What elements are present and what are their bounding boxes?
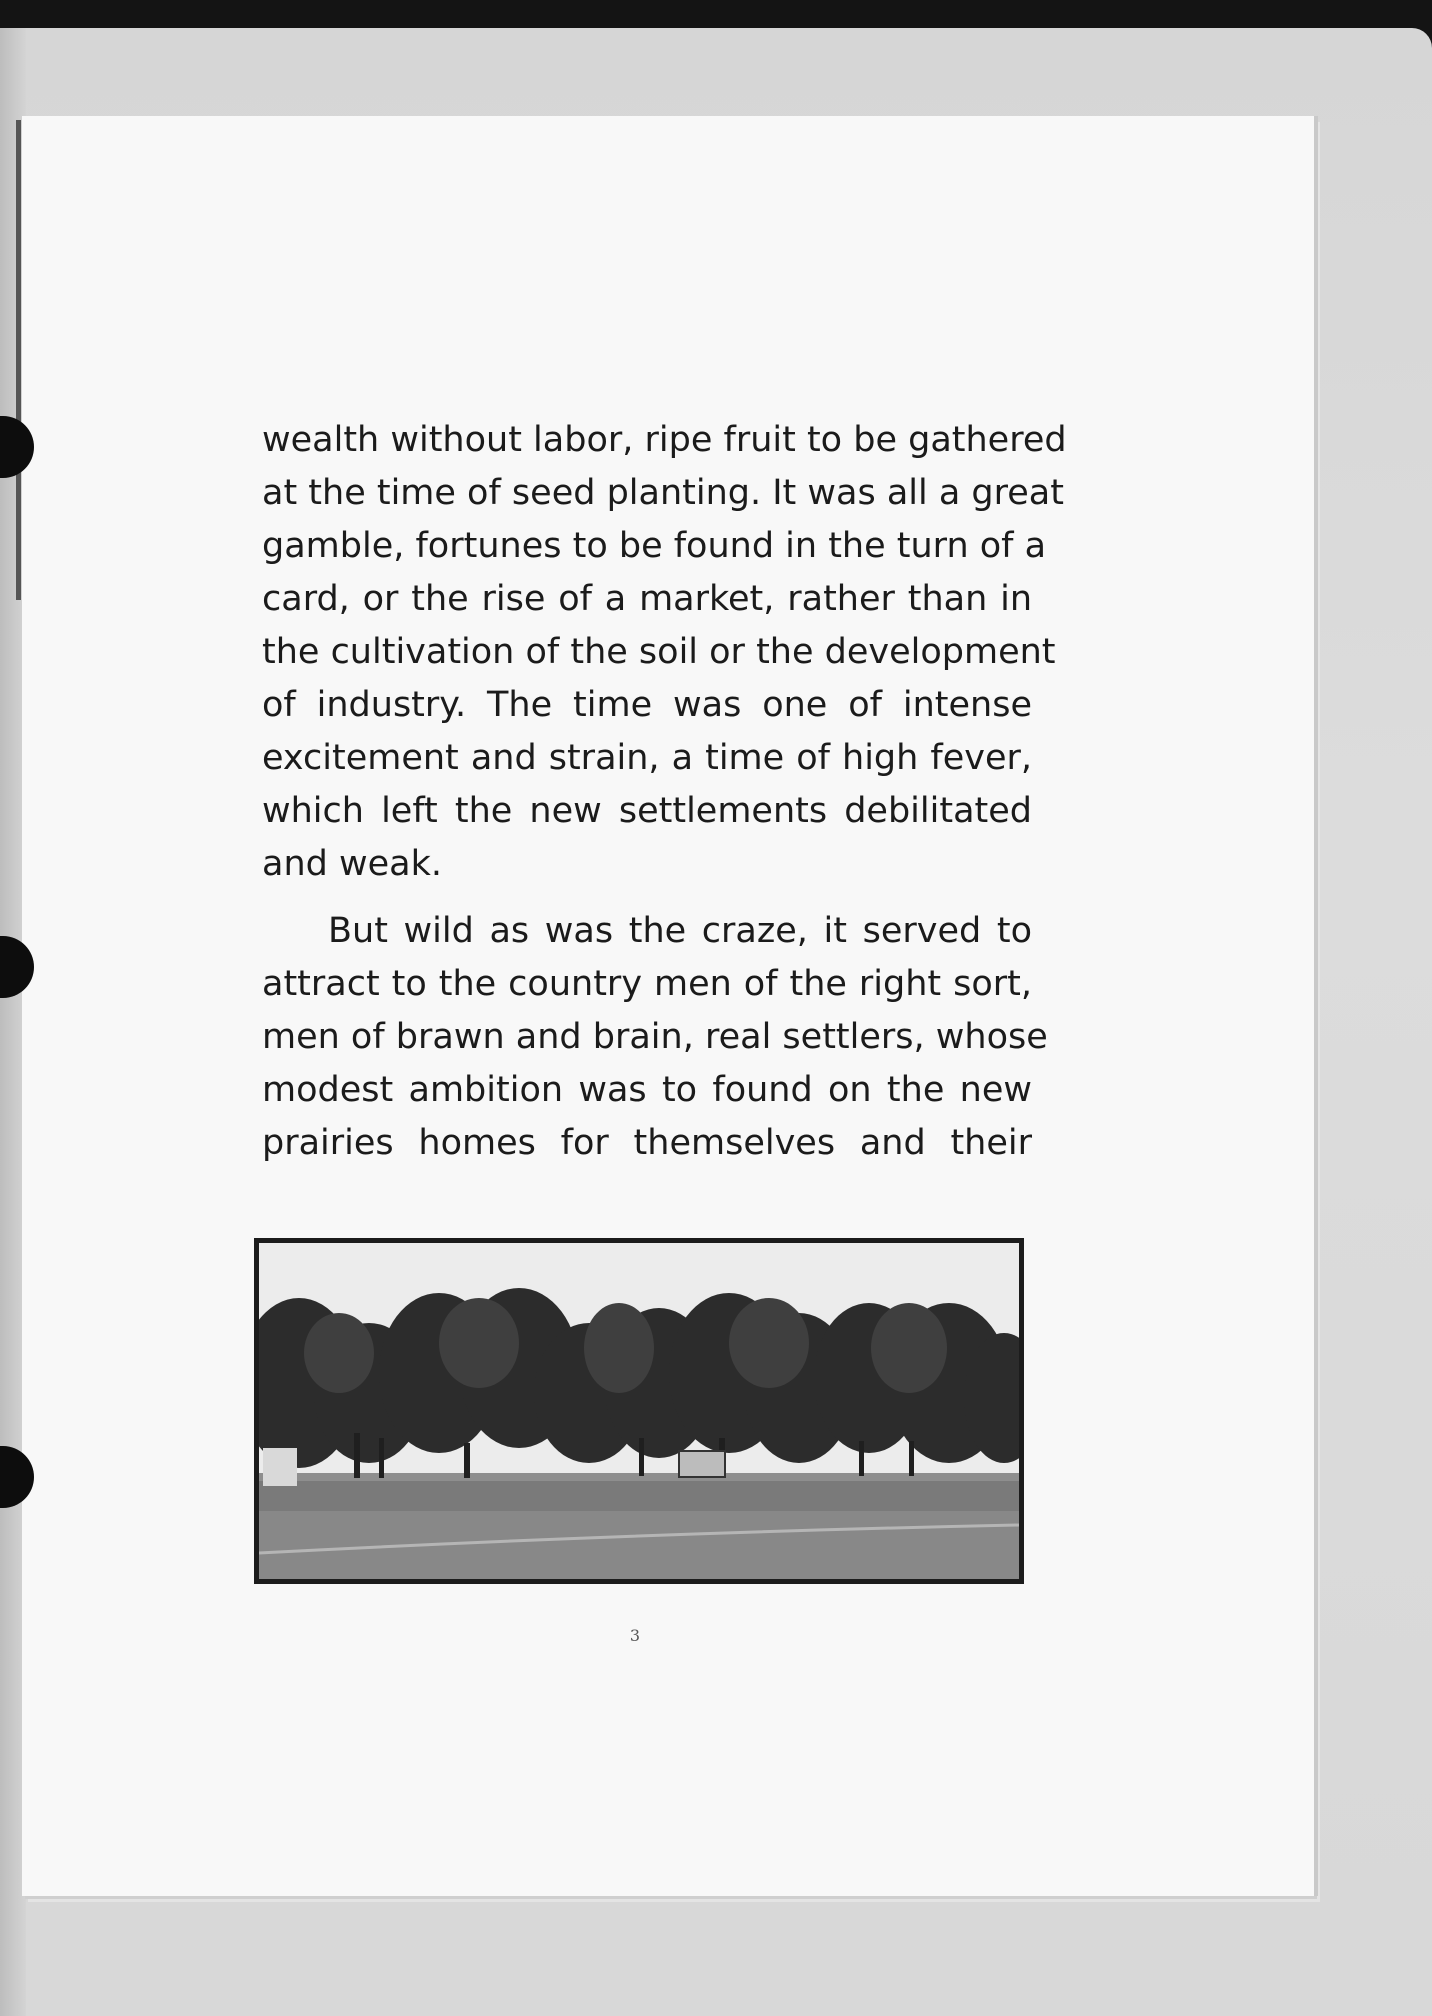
text-line: which left the new settlements debilitated (262, 791, 1032, 831)
text-line: modest ambition was to found on the new (262, 1070, 1032, 1110)
text-line: prairies homes for themselves and their (262, 1123, 1032, 1163)
text-line: attract to the country men of the right sort, (262, 964, 1032, 1004)
text-line: gamble, fortunes to be found in the turn of a (262, 526, 1047, 566)
text-line: of industry. The time was one of intense (262, 685, 1032, 725)
page-number: 3 (629, 1626, 641, 1645)
text-line: the cultivation of the soil or the development (262, 632, 1056, 672)
text-line: excitement and strain, a time of high fever, (262, 738, 1032, 778)
text-line: But wild as was the craze, it served to (328, 911, 1032, 951)
text-line: card, or the rise of a market, rather than in (262, 579, 1032, 619)
text-line: at the time of seed planting. It was all a great (262, 473, 1064, 513)
binding-spine (16, 120, 21, 600)
prairie-grove-photograph (254, 1238, 1024, 1584)
text-line: wealth without labor, ripe fruit to be gathered (262, 420, 1067, 460)
text-line: men of brawn and brain, real settlers, whose (262, 1017, 1048, 1057)
page-edge (1314, 116, 1318, 1896)
body-text (262, 414, 1067, 1170)
text-line: and weak. (262, 844, 442, 884)
